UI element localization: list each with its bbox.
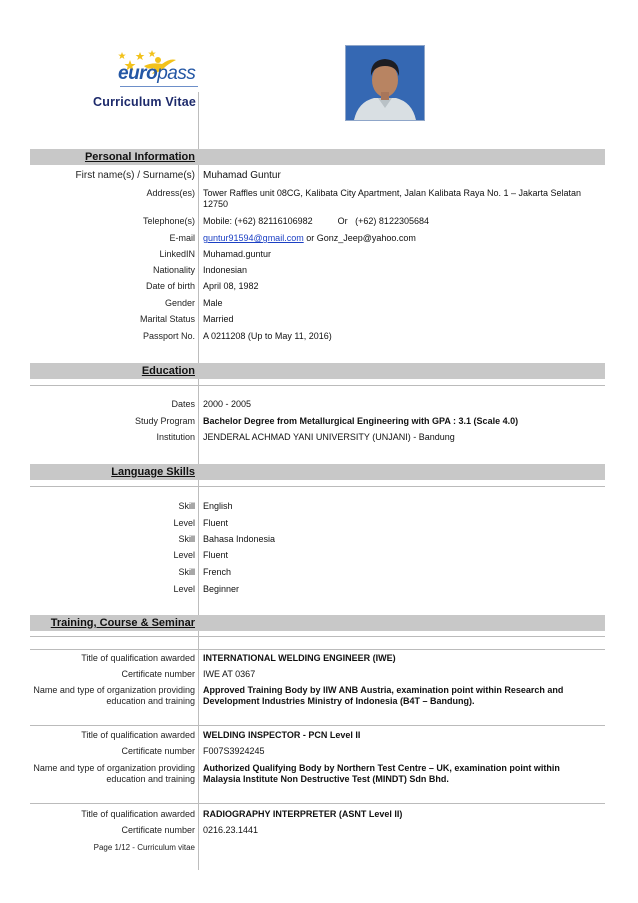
value-nationality: Indonesian <box>203 265 248 275</box>
label-certificate: Certificate number <box>121 746 195 756</box>
section-title-language: Language Skills <box>111 466 195 478</box>
value-qualification: RADIOGRAPHY INTERPRETER (ASNT Level II) <box>203 809 403 819</box>
label-marital: Marital Status <box>139 314 195 324</box>
label-skill: Skill <box>178 501 195 511</box>
label-nationality: Nationality <box>152 265 195 275</box>
value-skill: Bahasa Indonesia <box>203 534 276 544</box>
value-qualification: INTERNATIONAL WELDING ENGINEER (IWE) <box>203 653 396 663</box>
column-divider <box>198 92 199 870</box>
value-program: Bachelor Degree from Metallurgical Engineering with GPA : 3.1 (Scale 4.0) <box>203 416 519 426</box>
value-dates: 2000 - 2005 <box>203 399 252 409</box>
divider <box>30 486 605 487</box>
label-organization: Name and type of organization providing education and training <box>33 763 195 784</box>
value-level: Beginner <box>203 584 240 594</box>
label-email: E-mail <box>169 233 195 243</box>
email-link[interactable]: guntur91594@gmail.com <box>203 233 304 243</box>
value-dob: April 08, 1982 <box>203 281 259 291</box>
value-linkedin: Muhamad.guntur <box>203 249 272 259</box>
value-skill: French <box>203 567 232 577</box>
label-level: Level <box>173 584 195 594</box>
logo-pass: pass <box>157 63 196 84</box>
value-phone: Mobile: (+62) 82116106982 Or (+62) 8122305684 <box>203 216 429 226</box>
logo-euro: euro <box>118 63 158 84</box>
label-name: First name(s) / Surname(s) <box>75 170 195 181</box>
page-footer: Page 1/12 - Curriculum vitae <box>93 843 195 852</box>
value-address: Tower Raffles unit 08CG, Kalibata City Apartment, Jalan Kalibata Raya No. 1 – Jakarta Selatan 12750 <box>203 188 582 209</box>
section-title-education: Education <box>141 365 195 377</box>
label-institution: Institution <box>156 432 195 442</box>
divider <box>30 803 605 804</box>
label-certificate: Certificate number <box>121 825 195 835</box>
label-organization: Name and type of organization providing education and training <box>33 685 195 706</box>
value-organization: Approved Training Body by IIW ANB Austria, examination point within Research and Development Industries Ministry of Indonesia (B4T – Bandung). <box>203 685 564 706</box>
divider <box>30 725 605 726</box>
label-dates: Dates <box>171 399 195 409</box>
logo-rule <box>120 86 198 87</box>
label-gender: Gender <box>164 298 195 308</box>
label-qualification: Title of qualification awarded <box>81 730 195 740</box>
value-gender: Male <box>203 298 223 308</box>
divider <box>30 385 605 386</box>
label-certificate: Certificate number <box>121 669 195 679</box>
label-skill: Skill <box>178 534 195 544</box>
label-linkedin: LinkedIN <box>159 249 195 259</box>
section-title-training: Training, Course & Seminar <box>50 617 195 629</box>
divider <box>30 649 605 650</box>
label-skill: Skill <box>178 567 195 577</box>
value-organization: Authorized Qualifying Body by Northern Test Centre – UK, examination point within Malaysia Institute Non Destructive Test (MINDT) Sdn Bhd. <box>203 763 560 784</box>
label-passport: Passport No. <box>142 331 195 341</box>
label-level: Level <box>173 518 195 528</box>
europass-wordmark <box>118 63 195 85</box>
page-title: Curriculum Vitae <box>93 95 196 109</box>
value-skill: English <box>203 501 233 511</box>
email-alt: or Gonz_Jeep@yahoo.com <box>303 233 416 243</box>
label-program: Study Program <box>134 416 195 426</box>
label-phone: Telephone(s) <box>142 216 195 226</box>
label-level: Level <box>173 550 195 560</box>
value-qualification: WELDING INSPECTOR - PCN Level II <box>203 730 361 740</box>
value-passport: A 0211208 (Up to May 11, 2016) <box>203 331 332 341</box>
value-level: Fluent <box>203 550 229 560</box>
label-dob: Date of birth <box>145 281 195 291</box>
value-institution: JENDERAL ACHMAD YANI UNIVERSITY (UNJANI) - Bandung <box>203 432 455 442</box>
value-marital: Married <box>203 314 234 324</box>
section-title-personal: Personal Information <box>84 151 195 163</box>
profile-photo <box>345 45 425 121</box>
divider <box>30 636 605 637</box>
value-certificate: IWE AT 0367 <box>203 669 256 679</box>
section-bar-education <box>30 363 605 379</box>
label-address: Address(es) <box>146 188 195 198</box>
value-level: Fluent <box>203 518 229 528</box>
value-certificate: F007S3924245 <box>203 746 265 756</box>
value-name: Muhamad Guntur <box>203 170 281 181</box>
value-certificate: 0216.23.1441 <box>203 825 259 835</box>
label-qualification: Title of qualification awarded <box>81 653 195 663</box>
value-email <box>203 233 603 244</box>
label-qualification: Title of qualification awarded <box>81 809 195 819</box>
